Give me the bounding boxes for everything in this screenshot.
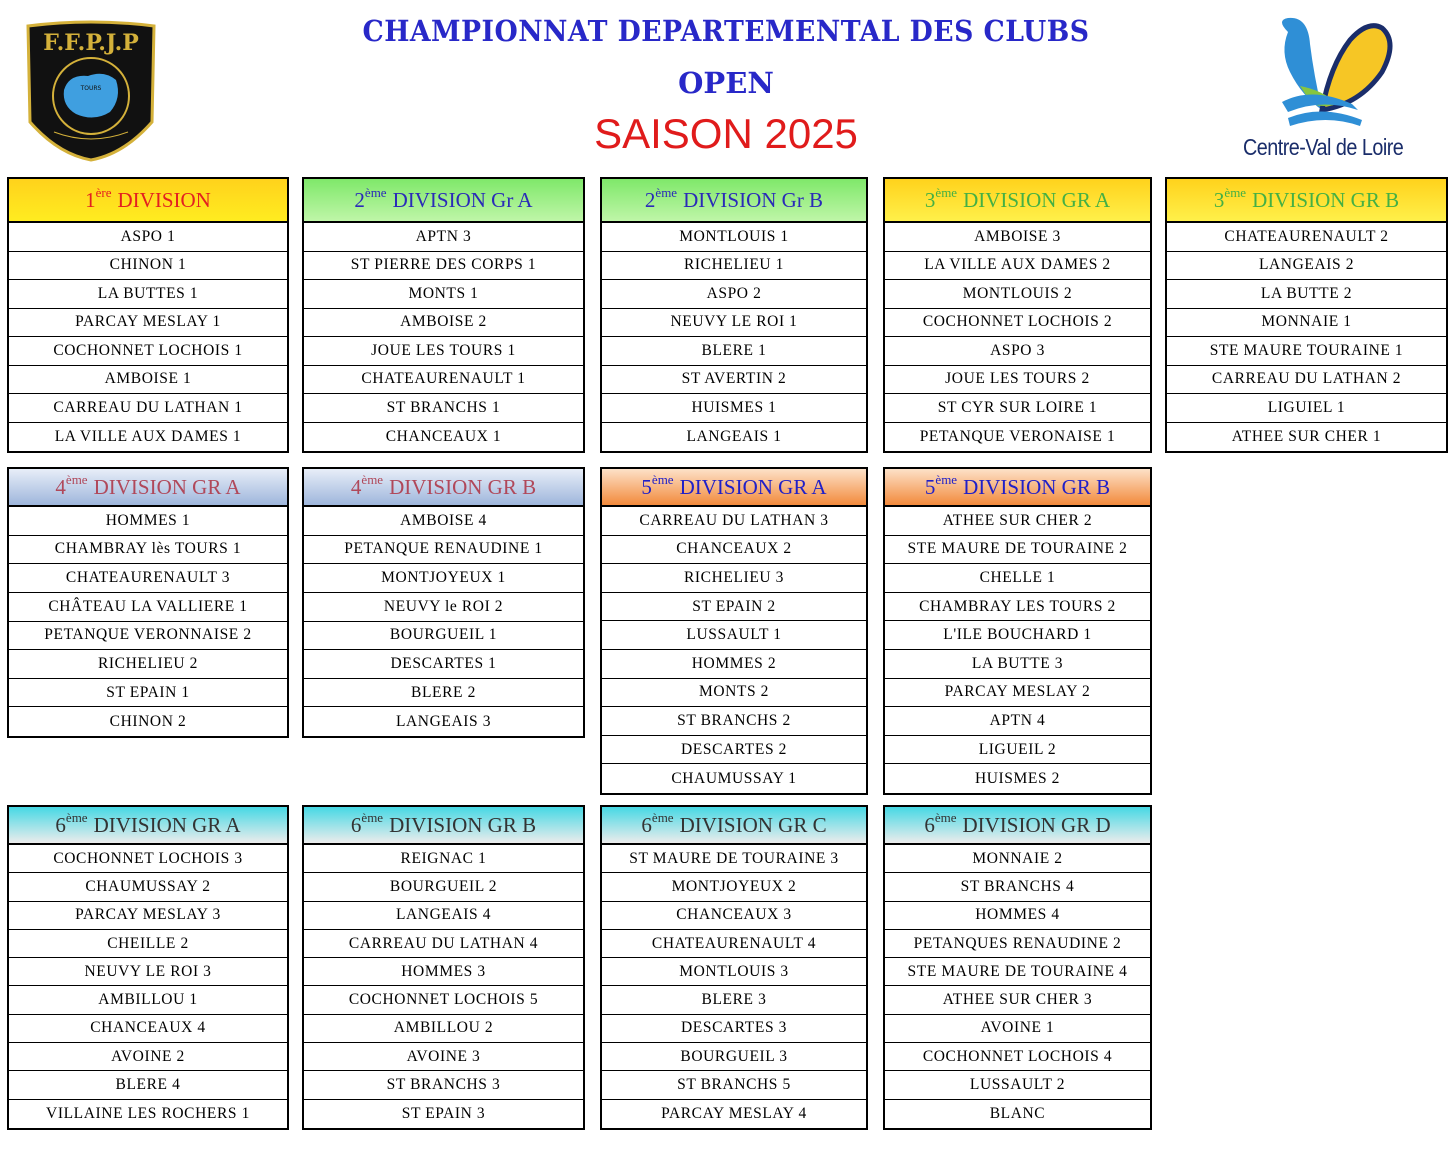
division-header: [1167, 179, 1446, 223]
team-row: CHANCEAUX 1: [385, 427, 502, 445]
team-row: CHAUMUSSAY 2: [9, 873, 287, 901]
division-name: DIVISION Gr A: [392, 187, 533, 212]
team-row: HOMMES 3: [304, 958, 583, 986]
team-row: LIGUIEL 1: [1167, 394, 1446, 423]
team-row: LUSSAULT 2: [885, 1071, 1150, 1099]
division-number: 1: [85, 187, 96, 212]
division-header: [885, 807, 1150, 845]
team-row: LA VILLE AUX DAMES 1: [54, 427, 242, 445]
team-row: ATHEE SUR CHER 2: [885, 507, 1150, 536]
division-number: 4: [55, 474, 66, 499]
division-name: DIVISION GR A: [93, 474, 241, 499]
team-row: PETANQUE VERONNAISE 2: [9, 622, 287, 651]
division-ordinal-suffix: ème: [65, 472, 88, 487]
team-row: MONTS 2: [602, 679, 866, 708]
division-header: [885, 469, 1150, 507]
team-row: LA BUTTES 1: [9, 280, 287, 309]
division-name: DIVISION GR D: [962, 812, 1111, 837]
team-row: BOURGUEIL 3: [602, 1043, 866, 1071]
division-table: [302, 467, 585, 738]
team-row: AMBILLOU 2: [304, 1015, 583, 1043]
team-row: RICHELIEU 2: [9, 650, 287, 679]
ffpjp-logo-text: F.F.P.J.P: [43, 30, 139, 56]
team-row: MONNAIE 2: [885, 845, 1150, 873]
team-row: CHEILLE 2: [9, 930, 287, 958]
team-row: NEUVY LE ROI 3: [9, 958, 287, 986]
division-ordinal-suffix: ème: [651, 472, 674, 487]
division-table: [883, 805, 1152, 1130]
team-row: ST PIERRE DES CORPS 1: [304, 252, 583, 281]
division-ordinal-suffix: ème: [934, 810, 957, 825]
team-row: PARCAY MESLAY 2: [885, 679, 1150, 708]
team-row: AVOINE 1: [885, 1015, 1150, 1043]
team-row: LA BUTTE 2: [1167, 280, 1446, 309]
division-name: DIVISION GR A: [679, 474, 827, 499]
team-row: PARCAY MESLAY 4: [661, 1104, 807, 1122]
team-row: ST MAURE DE TOURAINE 3: [602, 845, 866, 873]
division-number: 2: [644, 187, 656, 212]
team-row: AVOINE 2: [9, 1043, 287, 1071]
division-name: DIVISION GR C: [679, 812, 827, 837]
team-row: MONTJOYEUX 2: [602, 873, 866, 901]
team-row: HUISMES 1: [602, 394, 866, 423]
team-row: PARCAY MESLAY 1: [9, 309, 287, 338]
team-row: NEUVY le ROI 2: [304, 593, 583, 622]
division-ordinal-suffix: ème: [65, 810, 88, 825]
division-number: 5: [924, 474, 936, 499]
team-row: ST BRANCHS 4: [885, 873, 1150, 901]
division-header: [602, 807, 866, 845]
team-row: BOURGUEIL 2: [304, 873, 583, 901]
team-row: CHANCEAUX 3: [602, 902, 866, 930]
division-header: [304, 469, 583, 507]
team-row: MONTLOUIS 1: [602, 223, 866, 252]
team-row: BLERE 3: [602, 986, 866, 1014]
division-header: [9, 179, 287, 223]
division-name: DIVISION: [117, 187, 211, 212]
ffpjp-city-text: TOURS: [80, 85, 102, 92]
team-row: HOMMES 1: [9, 507, 287, 536]
division-ordinal-suffix: ème: [935, 472, 958, 487]
team-row: AVOINE 3: [304, 1043, 583, 1071]
team-row: MONNAIE 1: [1167, 309, 1446, 338]
team-row: HOMMES 2: [602, 650, 866, 679]
team-row: STE MAURE TOURAINE 1: [1167, 337, 1446, 366]
team-row: APTN 4: [885, 707, 1150, 736]
team-row: LA BUTTE 3: [885, 650, 1150, 679]
team-row: ASPO 2: [602, 280, 866, 309]
team-row: RICHELIEU 3: [602, 564, 866, 593]
team-row: NEUVY LE ROI 1: [602, 309, 866, 338]
team-row: MONTLOUIS 3: [602, 958, 866, 986]
team-row: BLANC: [989, 1104, 1046, 1122]
division-header: [9, 469, 287, 507]
team-row: CARREAU DU LATHAN 3: [602, 507, 866, 536]
division-table: [883, 467, 1152, 795]
team-row: CARREAU DU LATHAN 1: [9, 394, 287, 423]
division-table: [600, 177, 868, 453]
team-row: ASPO 3: [885, 337, 1150, 366]
team-row: CHAMBRAY lès TOURS 1: [9, 536, 287, 565]
team-row: CHELLE 1: [885, 564, 1150, 593]
team-row: COCHONNET LOCHOIS 1: [9, 337, 287, 366]
division-header: [602, 179, 866, 223]
division-number: 4: [350, 474, 362, 499]
division-number: 6: [924, 812, 935, 837]
team-row: ASPO 1: [9, 223, 287, 252]
team-row: LANGEAIS 3: [395, 712, 492, 730]
team-row: PARCAY MESLAY 3: [9, 902, 287, 930]
team-row: AMBOISE 4: [304, 507, 583, 536]
division-table: [600, 467, 868, 795]
team-row: LANGEAIS 2: [1167, 252, 1446, 281]
team-row: PETANQUES RENAUDINE 2: [885, 930, 1150, 958]
division-number: 6: [641, 812, 652, 837]
team-row: CHAUMUSSAY 1: [671, 769, 797, 787]
team-row: REIGNAC 1: [304, 845, 583, 873]
team-row: CHÂTEAU LA VALLIERE 1: [9, 593, 287, 622]
division-ordinal-suffix: ème: [1224, 185, 1247, 200]
division-table: [302, 177, 585, 453]
team-row: DESCARTES 3: [602, 1015, 866, 1043]
team-row: CHATEAURENAULT 4: [602, 930, 866, 958]
team-row: APTN 3: [304, 223, 583, 252]
team-row: VILLAINE LES ROCHERS 1: [46, 1104, 250, 1122]
division-header: [304, 807, 583, 845]
division-table: [7, 177, 289, 453]
championship-title: CHAMPIONNAT DEPARTEMENTAL DES CLUBS: [362, 14, 1090, 48]
team-row: STE MAURE DE TOURAINE 2: [885, 536, 1150, 565]
team-row: CHANCEAUX 4: [9, 1015, 287, 1043]
team-row: CARREAU DU LATHAN 4: [304, 930, 583, 958]
team-row: DESCARTES 1: [304, 650, 583, 679]
team-row: BLERE 2: [304, 679, 583, 708]
division-name: DIVISION GR A: [93, 812, 241, 837]
division-number: 3: [1213, 187, 1225, 212]
division-ordinal-suffix: ème: [655, 185, 678, 200]
ffpjp-logo: [24, 20, 158, 162]
division-number: 3: [924, 187, 936, 212]
team-row: STE MAURE DE TOURAINE 4: [885, 958, 1150, 986]
team-row: ATHEE SUR CHER 1: [1231, 427, 1382, 445]
team-row: CHATEAURENAULT 3: [9, 564, 287, 593]
division-table: [600, 805, 868, 1130]
team-row: HOMMES 4: [885, 902, 1150, 930]
team-row: BLERE 4: [9, 1071, 287, 1099]
team-row: HUISMES 2: [974, 769, 1061, 787]
division-table: [7, 805, 289, 1130]
team-row: AMBILLOU 1: [9, 986, 287, 1014]
team-row: COCHONNET LOCHOIS 2: [885, 309, 1150, 338]
division-name: DIVISION GR A: [963, 187, 1111, 212]
team-row: LIGUEIL 2: [885, 736, 1150, 765]
division-number: 6: [350, 812, 362, 837]
team-row: AMBOISE 3: [885, 223, 1150, 252]
division-table: [883, 177, 1152, 453]
division-table: [302, 805, 585, 1130]
team-row: CARREAU DU LATHAN 2: [1167, 366, 1446, 395]
team-row: ST BRANCHS 5: [602, 1071, 866, 1099]
team-row: RICHELIEU 1: [602, 252, 866, 281]
team-row: CHATEAURENAULT 1: [304, 366, 583, 395]
team-row: BLERE 1: [602, 337, 866, 366]
team-row: ST AVERTIN 2: [602, 366, 866, 395]
division-header: [885, 179, 1150, 223]
team-row: COCHONNET LOCHOIS 3: [9, 845, 287, 873]
team-row: BOURGUEIL 1: [304, 622, 583, 651]
division-name: DIVISION GR B: [389, 812, 537, 837]
team-row: PETANQUE RENAUDINE 1: [304, 536, 583, 565]
division-header: [9, 807, 287, 845]
division-header: [602, 469, 866, 507]
division-name: DIVISION GR B: [963, 474, 1111, 499]
team-row: ST EPAIN 1: [9, 679, 287, 708]
team-row: ATHEE SUR CHER 3: [885, 986, 1150, 1014]
division-ordinal-suffix: ère: [95, 185, 112, 200]
region-name: Centre-Val de Loire: [1243, 134, 1404, 160]
team-row: ST EPAIN 2: [602, 593, 866, 622]
team-row: MONTLOUIS 2: [885, 280, 1150, 309]
division-ordinal-suffix: ème: [361, 472, 384, 487]
team-row: ST EPAIN 3: [401, 1104, 486, 1122]
team-row: MONTS 1: [304, 280, 583, 309]
team-row: ST BRANCHS 1: [304, 394, 583, 423]
team-row: DESCARTES 2: [602, 736, 866, 765]
team-row: ST CYR SUR LOIRE 1: [885, 394, 1150, 423]
team-row: CHINON 1: [9, 252, 287, 281]
team-row: AMBOISE 2: [304, 309, 583, 338]
division-table: [1165, 177, 1448, 453]
team-row: LANGEAIS 1: [686, 427, 782, 445]
season-title: SAISON 2025: [594, 110, 858, 157]
team-row: ST BRANCHS 3: [304, 1071, 583, 1099]
team-row: PETANQUE VERONAISE 1: [919, 427, 1116, 445]
division-table: [7, 467, 289, 738]
division-ordinal-suffix: ème: [364, 185, 387, 200]
division-number: 2: [354, 187, 365, 212]
division-name: DIVISION Gr B: [683, 187, 824, 212]
team-row: AMBOISE 1: [9, 366, 287, 395]
division-name: DIVISION GR B: [389, 474, 537, 499]
division-number: 6: [55, 812, 66, 837]
division-ordinal-suffix: ème: [651, 810, 674, 825]
division-header: [304, 179, 583, 223]
team-row: ST BRANCHS 2: [602, 707, 866, 736]
team-row: MONTJOYEUX 1: [304, 564, 583, 593]
team-row: CHAMBRAY LES TOURS 2: [885, 593, 1150, 622]
team-row: LANGEAIS 4: [304, 902, 583, 930]
team-row: COCHONNET LOCHOIS 5: [304, 986, 583, 1014]
division-ordinal-suffix: ème: [361, 810, 384, 825]
team-row: L'ILE BOUCHARD 1: [885, 621, 1150, 650]
division-ordinal-suffix: ème: [935, 185, 958, 200]
division-name: DIVISION GR B: [1252, 187, 1400, 212]
team-row: CHINON 2: [109, 712, 187, 730]
team-row: CHANCEAUX 2: [602, 536, 866, 565]
open-subtitle: OPEN: [678, 66, 774, 100]
team-row: JOUE LES TOURS 2: [885, 366, 1150, 395]
team-row: CHATEAURENAULT 2: [1167, 223, 1446, 252]
team-row: LA VILLE AUX DAMES 2: [885, 252, 1150, 281]
team-row: COCHONNET LOCHOIS 4: [885, 1043, 1150, 1071]
team-row: JOUE LES TOURS 1: [304, 337, 583, 366]
team-row: LUSSAULT 1: [602, 621, 866, 650]
division-number: 5: [641, 474, 652, 499]
